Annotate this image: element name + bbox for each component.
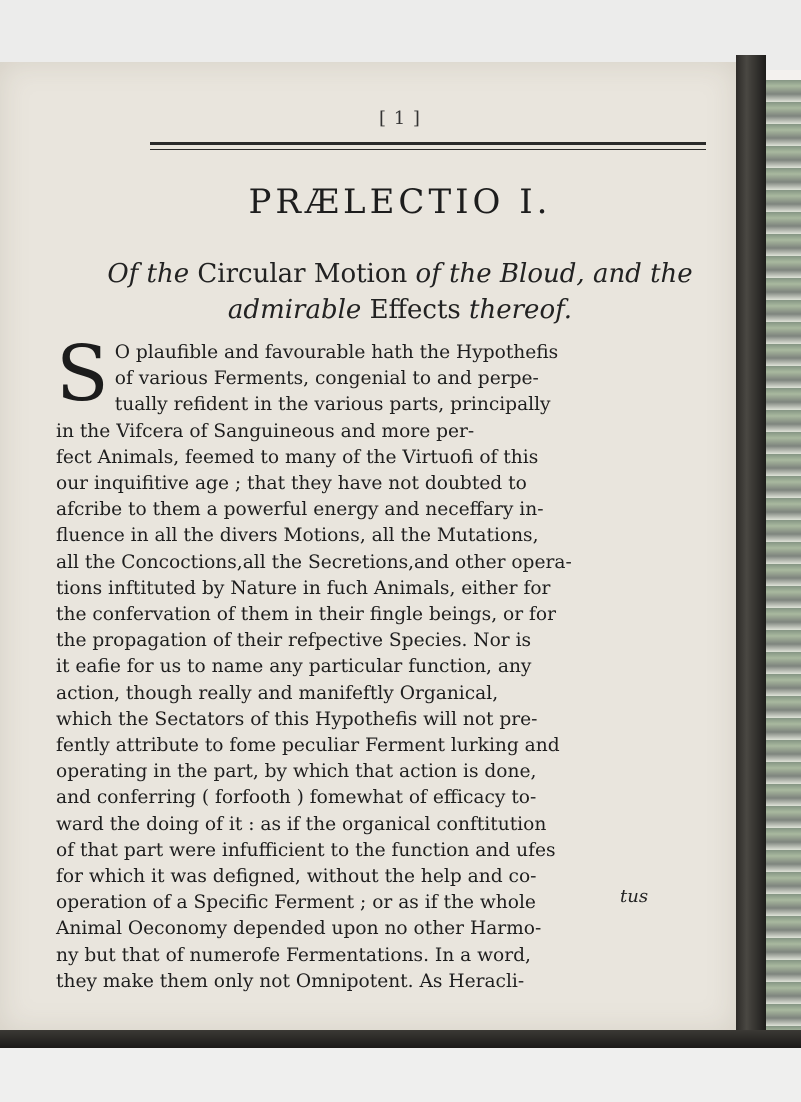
section-title [80, 256, 720, 328]
title-roman: Effects [369, 295, 461, 325]
text-line: ward the doing of it : as if the organical conftitution [56, 813, 547, 835]
text-line: fect Animals, feemed to many of the Virtuofi of this [56, 446, 539, 468]
page-stack-edge [766, 80, 801, 1040]
text-line: of that part were infufficient to the function and ufes [56, 839, 556, 861]
text-line: all the Concoctions,all the Secretions,and other opera- [56, 551, 572, 573]
text-line: fluence in all the divers Motions, all the Mutations, [56, 525, 539, 547]
page-number-header: [ 1 ] [379, 108, 421, 129]
text-line: in the Vifcera of Sanguineous and more per- [56, 420, 475, 442]
text-line: operating in the part, by which that action is done, [56, 761, 537, 783]
text-line: they make them only not Omnipotent. As Heracli- [56, 970, 525, 992]
text-line: our inquifitive age ; that they have not doubted to [56, 473, 527, 495]
text-line: for which it was defigned, without the help and co- [56, 866, 537, 888]
text-line: tions inftituted by Nature in fuch Animals, either for [56, 577, 551, 599]
section-title-line-1 [80, 256, 720, 292]
chapter-title: PRÆLECTIO I. [248, 182, 552, 222]
title-italic: and the [592, 259, 693, 289]
header-rule-thick [150, 142, 706, 145]
drop-cap: S [56, 330, 109, 419]
text-line: fently attribute to fome peculiar Ferment lurking and [56, 735, 560, 757]
title-italic: thereof. [469, 295, 573, 325]
scan-border-top [0, 0, 801, 70]
text-line: and conferring ( forfooth ) fomewhat of efficacy to- [56, 787, 537, 809]
title-italic: Of the [107, 259, 190, 289]
page-gutter-edge [736, 55, 766, 1045]
text-line: which the Sectators of this Hypothefis will not pre- [56, 708, 538, 730]
text-line: of various Ferments, congenial to and perpe- [114, 368, 539, 390]
text-line: the propagation of their refpective Species. Nor is [56, 630, 532, 652]
text-line: the confervation of them in their fingle beings, or for [56, 604, 557, 626]
text-line: it eafie for us to name any particular function, any [56, 656, 532, 678]
scan-border-bottom [0, 1048, 801, 1102]
text-line: action, though really and manifeftly Organical, [56, 682, 499, 704]
title-italic: of the Bloud, [415, 259, 585, 289]
text-line: operation of a Specific Ferment ; or as if the whole [56, 892, 536, 914]
text-line: O plaufible and favourable hath the Hypothefis [114, 342, 559, 363]
text-line: afcribe to them a powerful energy and neceffary in- [56, 499, 544, 521]
title-italic: admirable [227, 295, 362, 325]
text-line: Animal Oeconomy depended upon no other Harmo- [56, 918, 542, 940]
section-title-line-2 [80, 292, 720, 328]
header-rule-thin [150, 149, 706, 150]
body-text [56, 330, 718, 995]
catchword: tus [620, 886, 649, 907]
text-line: ny but that of numerofe Fermentations. In a word, [56, 944, 531, 966]
text-line: tually refident in the various parts, principally [114, 394, 551, 416]
page-bottom-edge [0, 1030, 801, 1048]
title-roman: Circular Motion [197, 259, 408, 289]
